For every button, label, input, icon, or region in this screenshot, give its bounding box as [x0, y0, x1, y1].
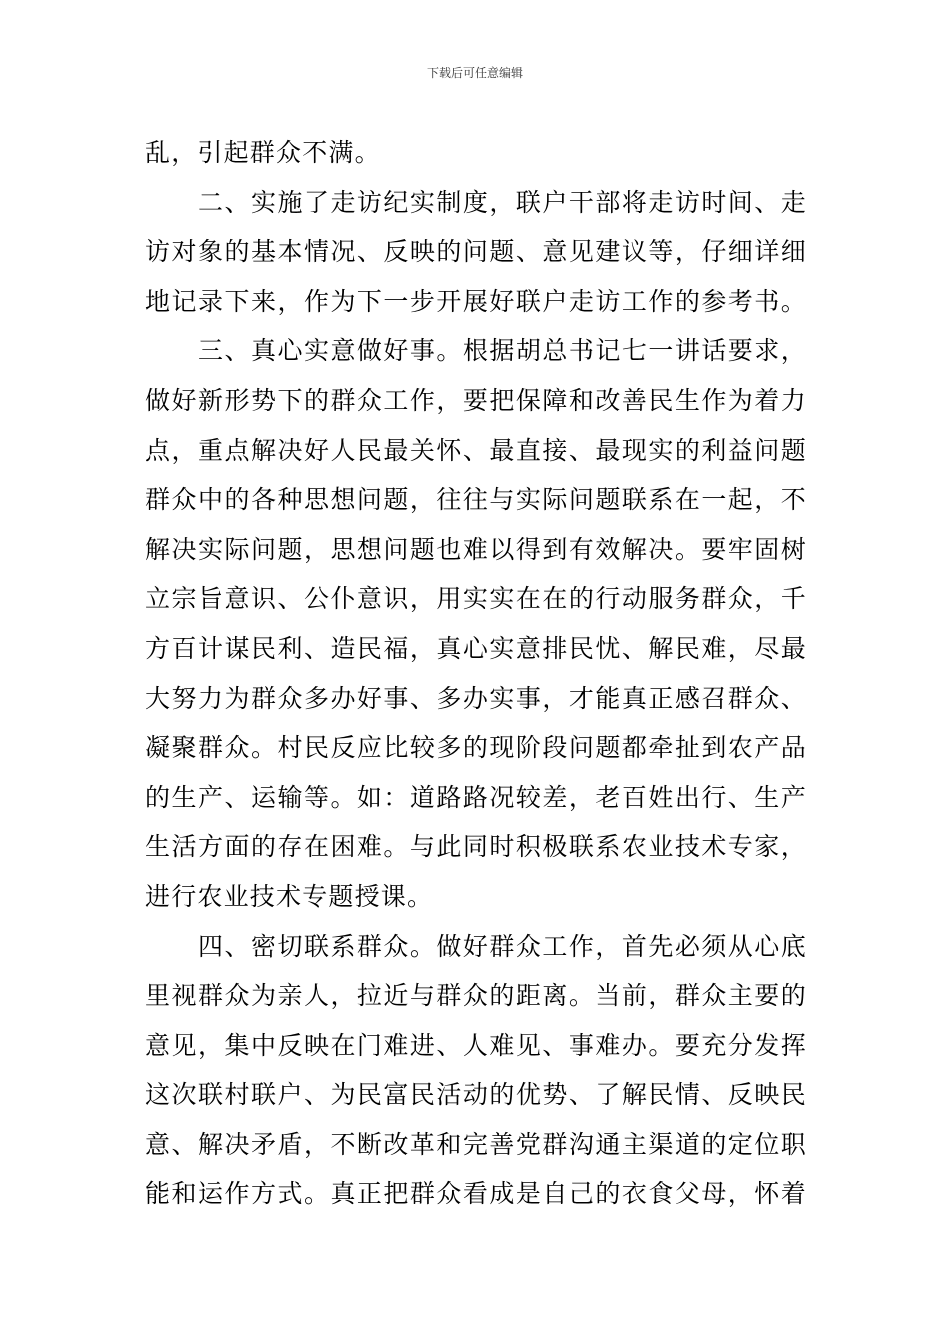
text-line-7: 点，重点解决好人民最关怀、最直接、最现实的利益问题 — [145, 435, 807, 465]
text-line-3: 访对象的基本情况、反映的问题、意见建议等，仔细详细 — [145, 237, 807, 267]
text-line-2: 二、实施了走访纪实制度，联户干部将走访时间、走 — [145, 187, 807, 217]
text-line-4: 地记录下来，作为下一步开展好联户走访工作的参考书。 — [145, 286, 807, 316]
page-header: 下载后可任意编辑 — [426, 66, 523, 80]
text-line-18: 里视群众为亲人，拉近与群众的距离。当前，群众主要的 — [145, 981, 807, 1011]
text-line-5: 三、真心实意做好事。根据胡总书记七一讲话要求， — [145, 336, 807, 366]
text-line-17: 四、密切联系群众。做好群众工作，首先必须从心底 — [145, 931, 807, 961]
text-line-6: 做好新形势下的群众工作，要把保障和改善民生作为着力 — [145, 385, 807, 415]
text-line-22: 能和运作方式。真正把群众看成是自己的衣食父母，怀着 — [145, 1179, 807, 1209]
document-body — [145, 128, 807, 1219]
text-line-12: 大努力为群众多办好事、多办实事，才能真正感召群众、 — [145, 683, 807, 713]
text-line-20: 这次联村联户、为民富民活动的优势、了解民情、反映民 — [145, 1080, 807, 1110]
text-line-9: 解决实际问题，思想问题也难以得到有效解决。要牢固树 — [145, 534, 807, 564]
text-line-16: 进行农业技术专题授课。 — [145, 881, 434, 911]
text-line-13: 凝聚群众。村民反应比较多的现阶段问题都牵扯到农产品 — [145, 733, 807, 763]
text-line-15: 生活方面的存在困难。与此同时积极联系农业技术专家， — [145, 832, 807, 862]
text-line-8: 群众中的各种思想问题，往往与实际问题联系在一起，不 — [145, 485, 807, 515]
text-line-1: 乱，引起群众不满。 — [145, 138, 381, 167]
text-line-19: 意见，集中反映在门难进、人难见、事难办。要充分发挥 — [145, 1030, 807, 1060]
text-line-11: 方百计谋民利、造民福，真心实意排民忧、解民难，尽最 — [145, 633, 807, 663]
text-line-21: 意、解决矛盾，不断改革和完善党群沟通主渠道的定位职 — [145, 1129, 807, 1159]
text-line-14: 的生产、运输等。如：道路路况较差，老百姓出行、生产 — [145, 782, 807, 812]
text-line-10: 立宗旨意识、公仆意识，用实实在在的行动服务群众，千 — [145, 584, 807, 614]
